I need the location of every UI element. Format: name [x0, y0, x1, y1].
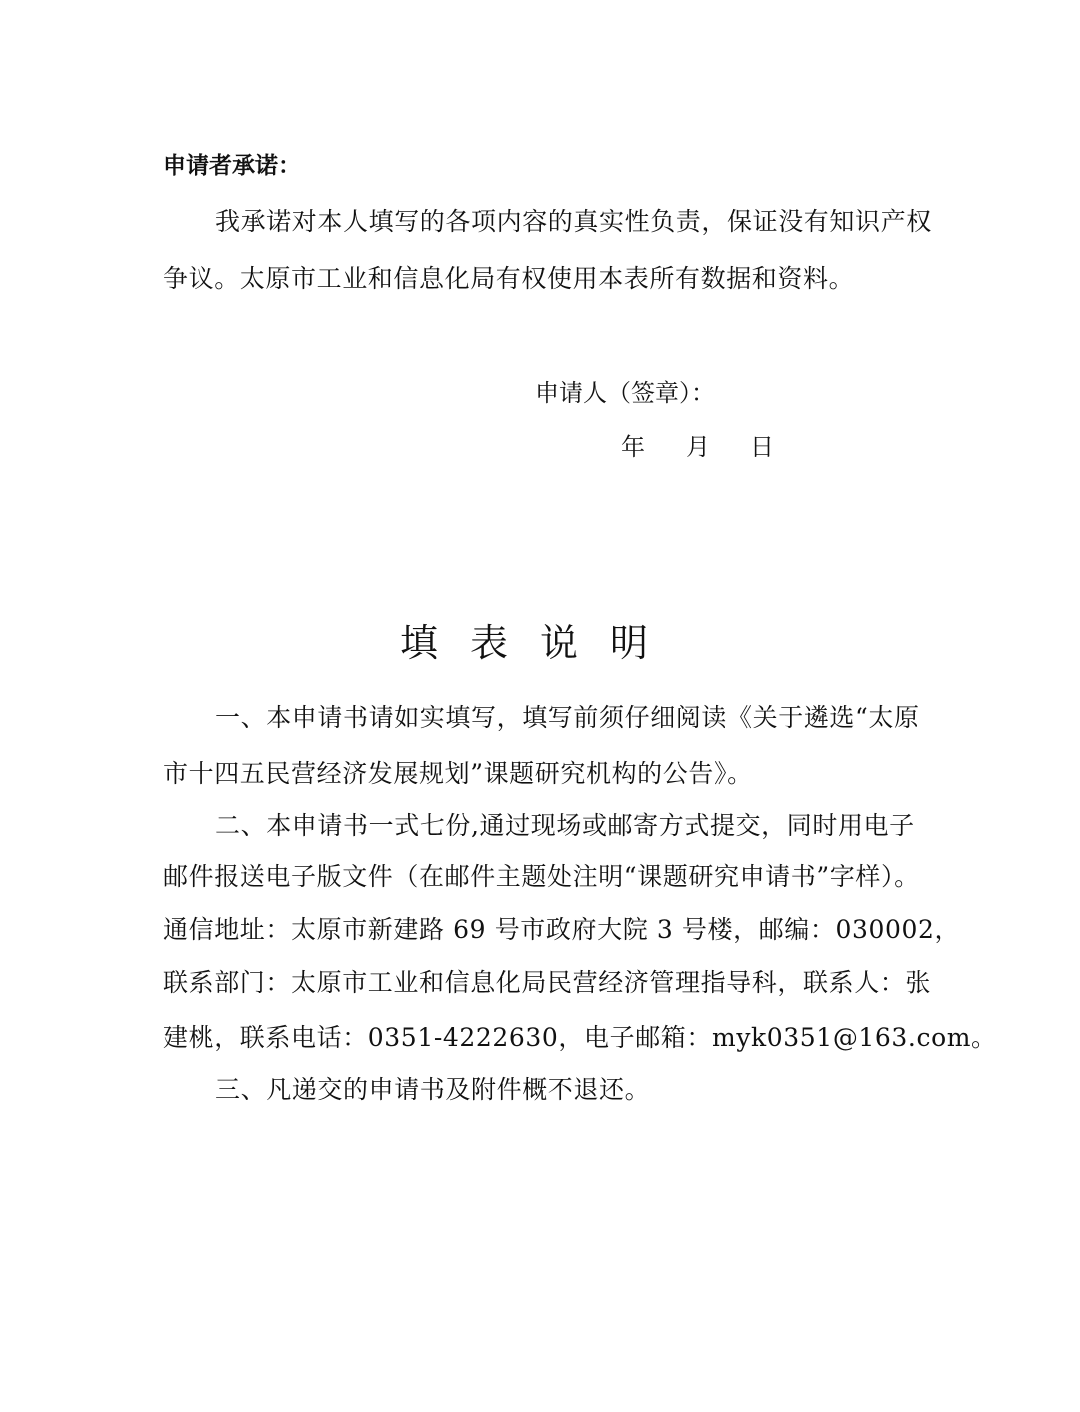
commitment-heading: 申请者承诺： — [163, 153, 301, 179]
item-1-line-2: 市十四五民营经济发展规划”课题研究机构的公告》。 — [163, 759, 753, 788]
date-month: 月 — [686, 433, 710, 461]
item-1-line-1: 一、本申请书请如实填写，填写前须仔细阅读《关于遴选“太原 — [215, 703, 920, 732]
item-2-line-4: 联系部门：太原市工业和信息化局民营经济管理指导科，联系人：张 — [163, 968, 932, 997]
item-2-line-2: 邮件报送电子版文件（在邮件主题处注明“课题研究申请书”字样）。 — [163, 862, 920, 891]
date-day: 日 — [750, 433, 774, 461]
item-2-line-3: 通信地址：太原市新建路 69 号市政府大院 3 号楼，邮编：030002， — [163, 915, 961, 944]
date-year: 年 — [621, 433, 645, 461]
item-2-line-1: 二、本申请书一式七份,通过现场或邮寄方式提交，同时用电子 — [215, 811, 915, 840]
commitment-text-line-2: 争议。太原市工业和信息化局有权使用本表所有数据和资料。 — [163, 264, 855, 293]
item-3-line-1: 三、凡递交的申请书及附件概不退还。 — [215, 1075, 651, 1104]
signature-label: 申请人（签章）： — [535, 379, 715, 407]
commitment-text-line-1: 我承诺对本人填写的各项内容的真实性负责，保证没有知识产权 — [215, 207, 932, 236]
instructions-title: 填表说明 — [399, 621, 680, 665]
item-2-line-5: 建桃，联系电话：0351-4222630，电子邮箱：myk0351@163.com。 — [163, 1023, 997, 1052]
